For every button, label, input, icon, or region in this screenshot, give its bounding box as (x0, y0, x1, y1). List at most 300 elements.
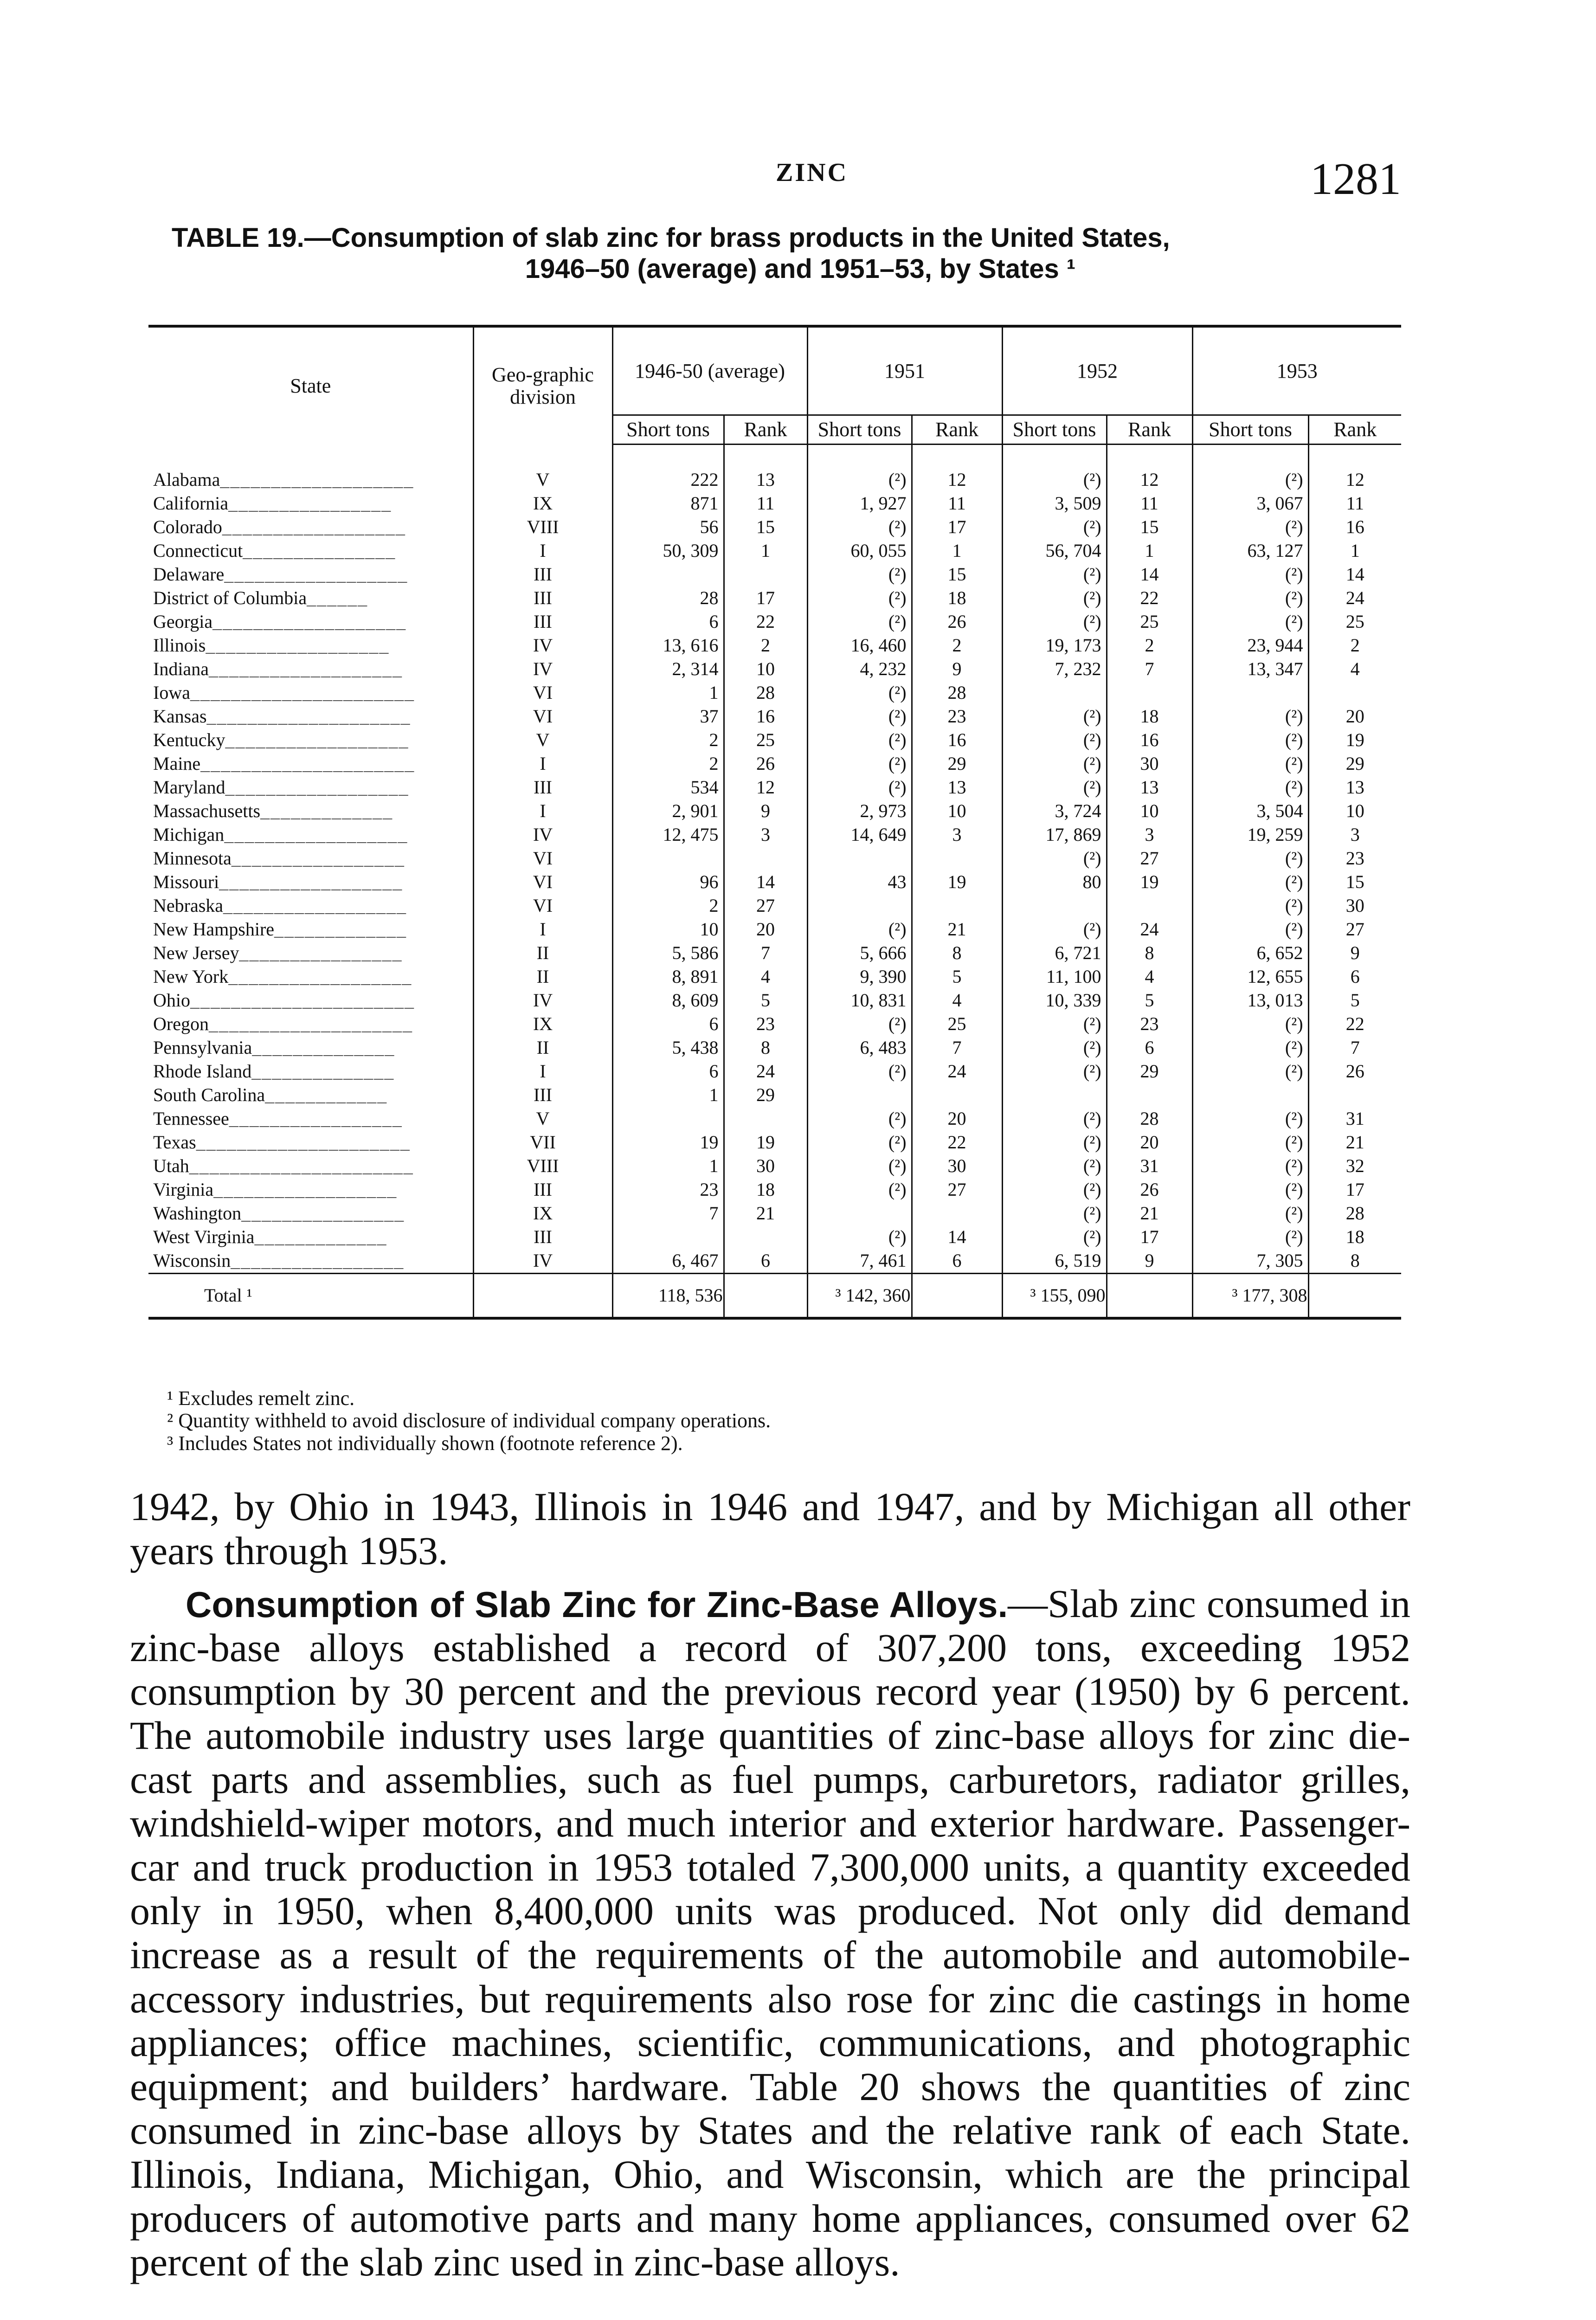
rank-1953: 20 (1308, 705, 1401, 728)
short-tons-1951: (²) (807, 586, 912, 610)
paragraph-text: —Slab zinc consumed in zinc-base alloys established a record of 307,200 tons, exceeding 1952 consumption by 30 percent and the previous record year (1950) by 6 percent. The automobile industry uses large quantities of zinc-base alloys for zinc die-cast parts and assemblies, such as fuel pumps, carburetors, radiator grilles, windshield-wiper motors, and much interior and exterior hardware. Passenger-car and truck production in 1953 totaled 7,300,000 units, a quantity exceeded only in 1950, when 8,400,000 units was produced. Not only did demand increase as a result of the requirements of the automobile and automobile-accessory industries, but requirements also rose for zinc die castings in home appliances; office machines, scientific, communications, and photographic equipment; and builders’ hardware. Table 20 shows the quantities of zinc consumed in zinc-base alloys by States and the relative rank of each State. Illinois, Indiana, Michigan, Ohio, and Wisconsin, which are the principal producers of automotive parts and many home appliances, consumed over 62 percent of the slab zinc used in zinc-base alloys. (130, 1581, 1411, 2285)
dot-leader: __________________ (224, 564, 408, 585)
short-tons-1951: (²) (807, 1178, 912, 1202)
state-label: District of Columbia (153, 587, 307, 609)
short-tons-1951: (²) (807, 1012, 912, 1036)
state-label: Maryland (153, 777, 225, 798)
col-header-short-tons: Short tons (1192, 415, 1308, 445)
table-row (148, 1060, 1401, 1083)
rank-1952: 26 (1107, 1178, 1192, 1202)
state-label: Alabama (153, 469, 220, 490)
rank-1953: 29 (1308, 752, 1401, 776)
short-tons-1952: 80 (1002, 870, 1107, 894)
dot-leader: _____________ (254, 1226, 387, 1248)
state-label: New Jersey (153, 942, 239, 964)
short-tons-1951: 2, 973 (807, 799, 912, 823)
table-row (148, 1012, 1401, 1036)
rank-1951: 22 (912, 1131, 1002, 1154)
rank-1952: 13 (1107, 776, 1192, 799)
short-tons-1952: (²) (1002, 1202, 1107, 1225)
col-group-1952: 1952 (1002, 326, 1192, 415)
consumption-table (148, 325, 1401, 1320)
state-label: Tennessee (153, 1108, 229, 1129)
short-tons-1952: (²) (1002, 776, 1107, 799)
short-tons-1952: (²) (1002, 563, 1107, 586)
rank-1951: 14 (912, 1225, 1002, 1249)
short-tons-1951: (²) (807, 728, 912, 752)
short-tons-1953: (²) (1192, 1036, 1308, 1060)
short-tons-1953: 19, 259 (1192, 823, 1308, 847)
table-caption-line-2: 1946–50 (average) and 1951–53, by States ¹ (525, 253, 1076, 284)
short-tons-1946-50: 12, 475 (612, 823, 724, 847)
short-tons-1952: (²) (1002, 1225, 1107, 1249)
rank-1952: 22 (1107, 586, 1192, 610)
dot-leader: _________________ (231, 848, 405, 869)
total-rank-1951 (912, 1273, 1002, 1318)
dot-leader: _______________ (243, 540, 396, 561)
footnote-2: ² Quantity withheld to avoid disclosure of individual company operations. (167, 1409, 771, 1432)
rank-1953: 15 (1308, 870, 1401, 894)
geographic-division: I (473, 752, 612, 776)
col-header-short-tons: Short tons (1002, 415, 1107, 445)
state-name (148, 610, 473, 634)
short-tons-1946-50: 28 (612, 586, 724, 610)
short-tons-1953: (²) (1192, 1154, 1308, 1178)
short-tons-1953: 13, 013 (1192, 989, 1308, 1012)
rank-1952: 12 (1107, 444, 1192, 492)
rank-1946-50: 24 (724, 1060, 807, 1083)
rank-1953: 6 (1308, 965, 1401, 989)
short-tons-1953: (²) (1192, 728, 1308, 752)
state-name (148, 918, 473, 941)
short-tons-1952: 6, 721 (1002, 941, 1107, 965)
rank-1953: 9 (1308, 941, 1401, 965)
dot-leader: __________________ (222, 516, 406, 538)
rank-1946-50: 10 (724, 657, 807, 681)
rank-1952: 2 (1107, 634, 1192, 657)
short-tons-1952: (²) (1002, 1178, 1107, 1202)
rank-1953: 7 (1308, 1036, 1401, 1060)
state-label: Rhode Island (153, 1061, 252, 1082)
dot-leader: ______________________ (189, 1155, 414, 1177)
short-tons-1951: 6, 483 (807, 1036, 912, 1060)
rank-1953: 30 (1308, 894, 1401, 918)
geographic-division: VI (473, 681, 612, 705)
rank-1952: 14 (1107, 563, 1192, 586)
dot-leader: ______ (307, 587, 368, 609)
rank-1953: 27 (1308, 918, 1401, 941)
geographic-division: III (473, 586, 612, 610)
col-header-short-tons: Short tons (807, 415, 912, 445)
short-tons-1952: (²) (1002, 705, 1107, 728)
table-total-row (148, 1273, 1401, 1318)
short-tons-1946-50: 10 (612, 918, 724, 941)
state-label: Texas (153, 1132, 196, 1153)
short-tons-1952: 7, 232 (1002, 657, 1107, 681)
rank-1946-50: 2 (724, 634, 807, 657)
short-tons-1952: 6, 519 (1002, 1249, 1107, 1274)
rank-1946-50 (724, 1225, 807, 1249)
short-tons-1953: (²) (1192, 563, 1308, 586)
short-tons-1952: (²) (1002, 1036, 1107, 1060)
short-tons-1946-50 (612, 1225, 724, 1249)
state-label: Illinois (153, 635, 206, 656)
total-division (473, 1273, 612, 1318)
short-tons-1953: 12, 655 (1192, 965, 1308, 989)
rank-1952: 25 (1107, 610, 1192, 634)
state-name (148, 1178, 473, 1202)
short-tons-1951: (²) (807, 681, 912, 705)
short-tons-1946-50: 5, 438 (612, 1036, 724, 1060)
short-tons-1953: (²) (1192, 918, 1308, 941)
rank-1952: 11 (1107, 492, 1192, 516)
geographic-division: I (473, 799, 612, 823)
rank-1951 (912, 894, 1002, 918)
rank-1952: 16 (1107, 728, 1192, 752)
rank-1951: 26 (912, 610, 1002, 634)
short-tons-1951 (807, 1083, 912, 1107)
dot-leader: ________________ (241, 1203, 405, 1224)
state-name (148, 539, 473, 563)
rank-1946-50: 11 (724, 492, 807, 516)
short-tons-1946-50: 2, 314 (612, 657, 724, 681)
state-label: Georgia (153, 611, 213, 632)
short-tons-1953 (1192, 1083, 1308, 1107)
rank-1952: 5 (1107, 989, 1192, 1012)
rank-1953: 17 (1308, 1178, 1401, 1202)
state-name (148, 752, 473, 776)
rank-1951: 3 (912, 823, 1002, 847)
table-body (148, 444, 1401, 1273)
geographic-division: I (473, 539, 612, 563)
short-tons-1952: (²) (1002, 1012, 1107, 1036)
short-tons-1946-50: 1 (612, 681, 724, 705)
state-label: New York (153, 966, 229, 987)
rank-1952: 1 (1107, 539, 1192, 563)
short-tons-1951: 43 (807, 870, 912, 894)
short-tons-1946-50: 7 (612, 1202, 724, 1225)
rank-1952: 9 (1107, 1249, 1192, 1274)
rank-1946-50: 15 (724, 516, 807, 539)
section-heading: Consumption of Slab Zinc for Zinc-Base Alloys. (186, 1584, 1008, 1625)
short-tons-1953: (²) (1192, 586, 1308, 610)
short-tons-1952: (²) (1002, 1154, 1107, 1178)
rank-1951: 2 (912, 634, 1002, 657)
rank-1951: 27 (912, 1178, 1002, 1202)
short-tons-1951 (807, 847, 912, 870)
short-tons-1952: 10, 339 (1002, 989, 1107, 1012)
short-tons-1952: 3, 509 (1002, 492, 1107, 516)
rank-1951: 28 (912, 681, 1002, 705)
geographic-division: IX (473, 492, 612, 516)
short-tons-1951: (²) (807, 1131, 912, 1154)
short-tons-1951 (807, 894, 912, 918)
rank-1952: 31 (1107, 1154, 1192, 1178)
footnote-1: ¹ Excludes remelt zinc. (167, 1387, 355, 1410)
rank-1946-50: 12 (724, 776, 807, 799)
short-tons-1946-50: 871 (612, 492, 724, 516)
rank-1953: 32 (1308, 1154, 1401, 1178)
short-tons-1953: 23, 944 (1192, 634, 1308, 657)
state-name (148, 847, 473, 870)
state-name (148, 1225, 473, 1249)
geographic-division: VIII (473, 1154, 612, 1178)
dot-leader: _____________________ (196, 1132, 411, 1153)
rank-1953: 23 (1308, 847, 1401, 870)
rank-1946-50: 14 (724, 870, 807, 894)
rank-1952: 24 (1107, 918, 1192, 941)
state-label: Minnesota (153, 848, 232, 869)
short-tons-1946-50: 6, 467 (612, 1249, 724, 1274)
short-tons-1951: (²) (807, 776, 912, 799)
short-tons-1946-50 (612, 847, 724, 870)
rank-1946-50: 5 (724, 989, 807, 1012)
rank-1953: 24 (1308, 586, 1401, 610)
col-header-state: State (148, 326, 473, 444)
table-row (148, 894, 1401, 918)
dot-leader: __________________ (219, 871, 403, 893)
table-row (148, 539, 1401, 563)
table-row (148, 1178, 1401, 1202)
state-label: California (153, 493, 229, 514)
rank-1951: 20 (912, 1107, 1002, 1131)
dot-leader: ____________ (265, 1084, 388, 1106)
short-tons-1946-50: 6 (612, 1060, 724, 1083)
table-row (148, 681, 1401, 705)
state-name (148, 776, 473, 799)
rank-1953: 1 (1308, 539, 1401, 563)
rank-1946-50: 18 (724, 1178, 807, 1202)
geographic-division: V (473, 444, 612, 492)
dot-leader: _____________________ (200, 753, 415, 774)
table-row (148, 989, 1401, 1012)
rank-1951: 13 (912, 776, 1002, 799)
rank-1951: 23 (912, 705, 1002, 728)
short-tons-1953: (²) (1192, 894, 1308, 918)
total-1946-50: 118, 536 (612, 1273, 724, 1318)
geographic-division: III (473, 1225, 612, 1249)
geographic-division: IX (473, 1202, 612, 1225)
rank-1952: 28 (1107, 1107, 1192, 1131)
rank-1952 (1107, 894, 1192, 918)
short-tons-1952: (²) (1002, 1131, 1107, 1154)
rank-1953: 8 (1308, 1249, 1401, 1274)
state-label: West Virginia (153, 1226, 255, 1248)
short-tons-1951: 5, 666 (807, 941, 912, 965)
state-label: Massachusetts (153, 800, 261, 822)
short-tons-1952 (1002, 1083, 1107, 1107)
rank-1946-50: 23 (724, 1012, 807, 1036)
geographic-division: III (473, 610, 612, 634)
state-name (148, 516, 473, 539)
rank-1952: 18 (1107, 705, 1192, 728)
short-tons-1946-50: 6 (612, 610, 724, 634)
short-tons-1953: 63, 127 (1192, 539, 1308, 563)
short-tons-1953: (²) (1192, 870, 1308, 894)
rank-1946-50 (724, 563, 807, 586)
short-tons-1952: (²) (1002, 752, 1107, 776)
short-tons-1951: 60, 055 (807, 539, 912, 563)
rank-1951 (912, 1202, 1002, 1225)
total-rank-1952 (1107, 1273, 1192, 1318)
table-row (148, 847, 1401, 870)
rank-1946-50: 26 (724, 752, 807, 776)
rank-1951: 5 (912, 965, 1002, 989)
consumption-table-container (148, 325, 1401, 1320)
table-row (148, 657, 1401, 681)
table-row (148, 752, 1401, 776)
state-name (148, 1083, 473, 1107)
col-header-rank: Rank (1107, 415, 1192, 445)
state-name (148, 563, 473, 586)
geographic-division: IV (473, 634, 612, 657)
rank-1951: 17 (912, 516, 1002, 539)
rank-1946-50: 19 (724, 1131, 807, 1154)
short-tons-1952: (²) (1002, 610, 1107, 634)
short-tons-1951: (²) (807, 1225, 912, 1249)
short-tons-1953: (²) (1192, 1131, 1308, 1154)
rank-1951: 12 (912, 444, 1002, 492)
short-tons-1951: (²) (807, 516, 912, 539)
geographic-division: IX (473, 1012, 612, 1036)
rank-1952: 10 (1107, 799, 1192, 823)
short-tons-1953: 7, 305 (1192, 1249, 1308, 1274)
short-tons-1951: 9, 390 (807, 965, 912, 989)
short-tons-1946-50: 37 (612, 705, 724, 728)
rank-1946-50: 28 (724, 681, 807, 705)
short-tons-1951: (²) (807, 1154, 912, 1178)
short-tons-1953: (²) (1192, 516, 1308, 539)
geographic-division: IV (473, 1249, 612, 1274)
geographic-division: VII (473, 1131, 612, 1154)
geographic-division: V (473, 1107, 612, 1131)
rank-1952: 30 (1107, 752, 1192, 776)
short-tons-1946-50: 534 (612, 776, 724, 799)
short-tons-1946-50: 1 (612, 1083, 724, 1107)
table-footnotes (167, 1387, 1396, 1455)
state-name (148, 941, 473, 965)
short-tons-1946-50: 8, 609 (612, 989, 724, 1012)
rank-1951: 16 (912, 728, 1002, 752)
short-tons-1952: 17, 869 (1002, 823, 1107, 847)
geographic-division: III (473, 1178, 612, 1202)
total-1953: ³ 177, 308 (1192, 1273, 1308, 1318)
rank-1951: 9 (912, 657, 1002, 681)
total-1952: ³ 155, 090 (1002, 1273, 1107, 1318)
rank-1946-50: 22 (724, 610, 807, 634)
table-row (148, 776, 1401, 799)
state-name (148, 728, 473, 752)
state-label: Kentucky (153, 729, 225, 751)
table-row (148, 634, 1401, 657)
table-row (148, 610, 1401, 634)
short-tons-1953: 3, 504 (1192, 799, 1308, 823)
rank-1953: 19 (1308, 728, 1401, 752)
geographic-division: VI (473, 894, 612, 918)
dot-leader: _________________ (229, 1108, 403, 1129)
short-tons-1952: 56, 704 (1002, 539, 1107, 563)
short-tons-1946-50: 19 (612, 1131, 724, 1154)
geographic-division: IV (473, 657, 612, 681)
rank-1946-50: 9 (724, 799, 807, 823)
table-row (148, 728, 1401, 752)
dot-leader: ___________________ (220, 469, 414, 490)
dot-leader: __________________ (225, 729, 409, 751)
short-tons-1946-50: 23 (612, 1178, 724, 1202)
short-tons-1953: (²) (1192, 1060, 1308, 1083)
table-row (148, 1249, 1401, 1274)
geographic-division: V (473, 728, 612, 752)
total-1951: ³ 142, 360 (807, 1273, 912, 1318)
short-tons-1951: 4, 232 (807, 657, 912, 681)
rank-1952 (1107, 1083, 1192, 1107)
short-tons-1946-50: 222 (612, 444, 724, 492)
rank-1946-50: 1 (724, 539, 807, 563)
total-label: Total ¹ (148, 1273, 473, 1318)
rank-1952: 6 (1107, 1036, 1192, 1060)
state-label: South Carolina (153, 1084, 265, 1106)
short-tons-1946-50: 8, 891 (612, 965, 724, 989)
state-name (148, 1202, 473, 1225)
short-tons-1953: (²) (1192, 847, 1308, 870)
short-tons-1951 (807, 1202, 912, 1225)
dot-leader: __________________ (206, 635, 390, 656)
short-tons-1953: (²) (1192, 1178, 1308, 1202)
short-tons-1953: (²) (1192, 1107, 1308, 1131)
short-tons-1952: (²) (1002, 918, 1107, 941)
state-label: Ohio (153, 990, 190, 1011)
table-row (148, 705, 1401, 728)
short-tons-1953: 3, 067 (1192, 492, 1308, 516)
short-tons-1952: 19, 173 (1002, 634, 1107, 657)
short-tons-1951: 10, 831 (807, 989, 912, 1012)
short-tons-1953: (²) (1192, 705, 1308, 728)
short-tons-1946-50: 5, 586 (612, 941, 724, 965)
body-text (130, 1485, 1410, 2294)
rank-1953: 26 (1308, 1060, 1401, 1083)
short-tons-1952 (1002, 681, 1107, 705)
geographic-division: VI (473, 705, 612, 728)
rank-1953: 11 (1308, 492, 1401, 516)
dot-leader: ____________________ (208, 1013, 413, 1035)
col-header-rank: Rank (1308, 415, 1401, 445)
short-tons-1946-50: 50, 309 (612, 539, 724, 563)
rank-1946-50: 16 (724, 705, 807, 728)
geographic-division: III (473, 563, 612, 586)
rank-1946-50: 13 (724, 444, 807, 492)
rank-1951: 18 (912, 586, 1002, 610)
rank-1953: 21 (1308, 1131, 1401, 1154)
rank-1951: 24 (912, 1060, 1002, 1083)
state-name (148, 492, 473, 516)
dot-leader: ______________________ (190, 682, 415, 703)
state-name (148, 634, 473, 657)
footnote-3: ³ Includes States not individually shown (footnote reference 2). (167, 1431, 683, 1455)
table-row (148, 1083, 1401, 1107)
state-name (148, 705, 473, 728)
short-tons-1952: (²) (1002, 1060, 1107, 1083)
col-header-short-tons: Short tons (612, 415, 724, 445)
short-tons-1946-50: 96 (612, 870, 724, 894)
rank-1951: 8 (912, 941, 1002, 965)
geographic-division: VI (473, 847, 612, 870)
table-row (148, 444, 1401, 492)
dot-leader: ______________ (251, 1061, 395, 1082)
rank-1952: 29 (1107, 1060, 1192, 1083)
table-row (148, 941, 1401, 965)
rank-1953: 16 (1308, 516, 1401, 539)
short-tons-1952 (1002, 894, 1107, 918)
